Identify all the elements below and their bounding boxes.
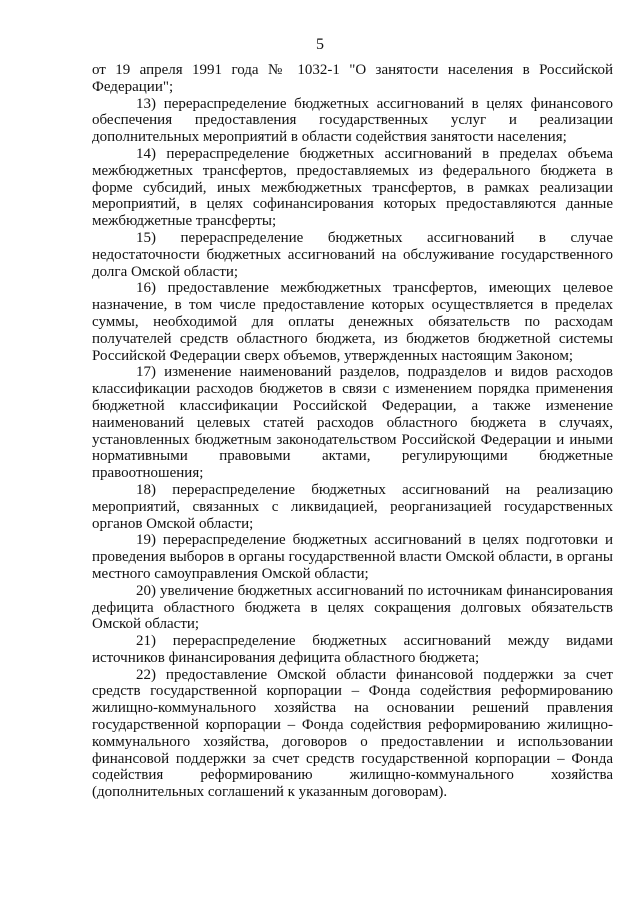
page-number: 5 (316, 36, 324, 53)
paragraph-item-13: 13) перераспределение бюджетных ассигнований в целях финансового обеспечения предоставления государственных услуг и реализации дополнительных мероприятий в области содействия занятости населения; (92, 95, 613, 146)
paragraph-item-18: 18) перераспределение бюджетных ассигнований на реализацию мероприятий, связанных с ликвидацией, реорганизацией государственных органов Омской области; (92, 481, 613, 532)
paragraph-item-19: 19) перераспределение бюджетных ассигнований в целях подготовки и проведения выборов в органы государственной власти Омской области, в органы местного самоуправления Омской области; (92, 532, 613, 582)
paragraph-item-17: 17) изменение наименований разделов, подразделов и видов расходов классификации расходов бюджетов в связи с изменением порядка применения бюджетной классификации Российской Федерации, а также изменение наименований целевых статей расходов областного бюджета в случаях, установленных бюджетным законодательством Российской Федерации и иными нормативными правовыми актами, регулирующими бюджетные правоотношения; (92, 364, 613, 482)
paragraph-item-14: 14) перераспределение бюджетных ассигнований в пределах объема межбюджетных трансфертов, предоставляемых из федерального бюджета в форме субсидий, иных межбюджетных трансфертов, в рамках реализации мероприятий, в целях софинансирования которых предоставляются данные межбюджетные трансферты; (92, 145, 613, 230)
paragraph-item-16: 16) предоставление межбюджетных трансфертов, имеющих целевое назначение, в том числе предоставление которых осуществляется в пределах суммы, необходимой для оплаты денежных обязательств по расходам получателей средств областного бюджета, из бюджетов бюджетной системы Российской Федерации сверх объемов, утвержденных настоящим Законом; (92, 280, 613, 364)
paragraph-continuation: от 19 апреля 1991 года № 1032-1 "О занятости населения в Российской Федерации"; (92, 62, 613, 95)
paragraph-item-21: 21) перераспределение бюджетных ассигнований между видами источников финансирования дефицита областного бюджета; (92, 633, 613, 666)
paragraph-item-20: 20) увеличение бюджетных ассигнований по источникам финансирования дефицита областного бюджета в целях сокращения долговых обязательств Омской области; (92, 582, 613, 633)
paragraph-item-22: 22) предоставление Омской области финансовой поддержки за счет средств государственной корпорации – Фонда содействия реформированию жилищно-коммунального хозяйства на основании решений правления государственной корпорации – Фонда содействия реформированию жилищно-коммунального хозяйства, договоров о предоставлении и использовании финансовой поддержки за счет средств государственной корпорации – Фонда содействия реформированию жилищно-коммунального хозяйства (дополнительных соглашений к указанным договорам). (92, 666, 613, 801)
paragraph-item-15: 15) перераспределение бюджетных ассигнований в случае недостаточности бюджетных ассигнований на обслуживание государственного долга Омской области; (92, 229, 613, 280)
document-body (92, 62, 613, 801)
